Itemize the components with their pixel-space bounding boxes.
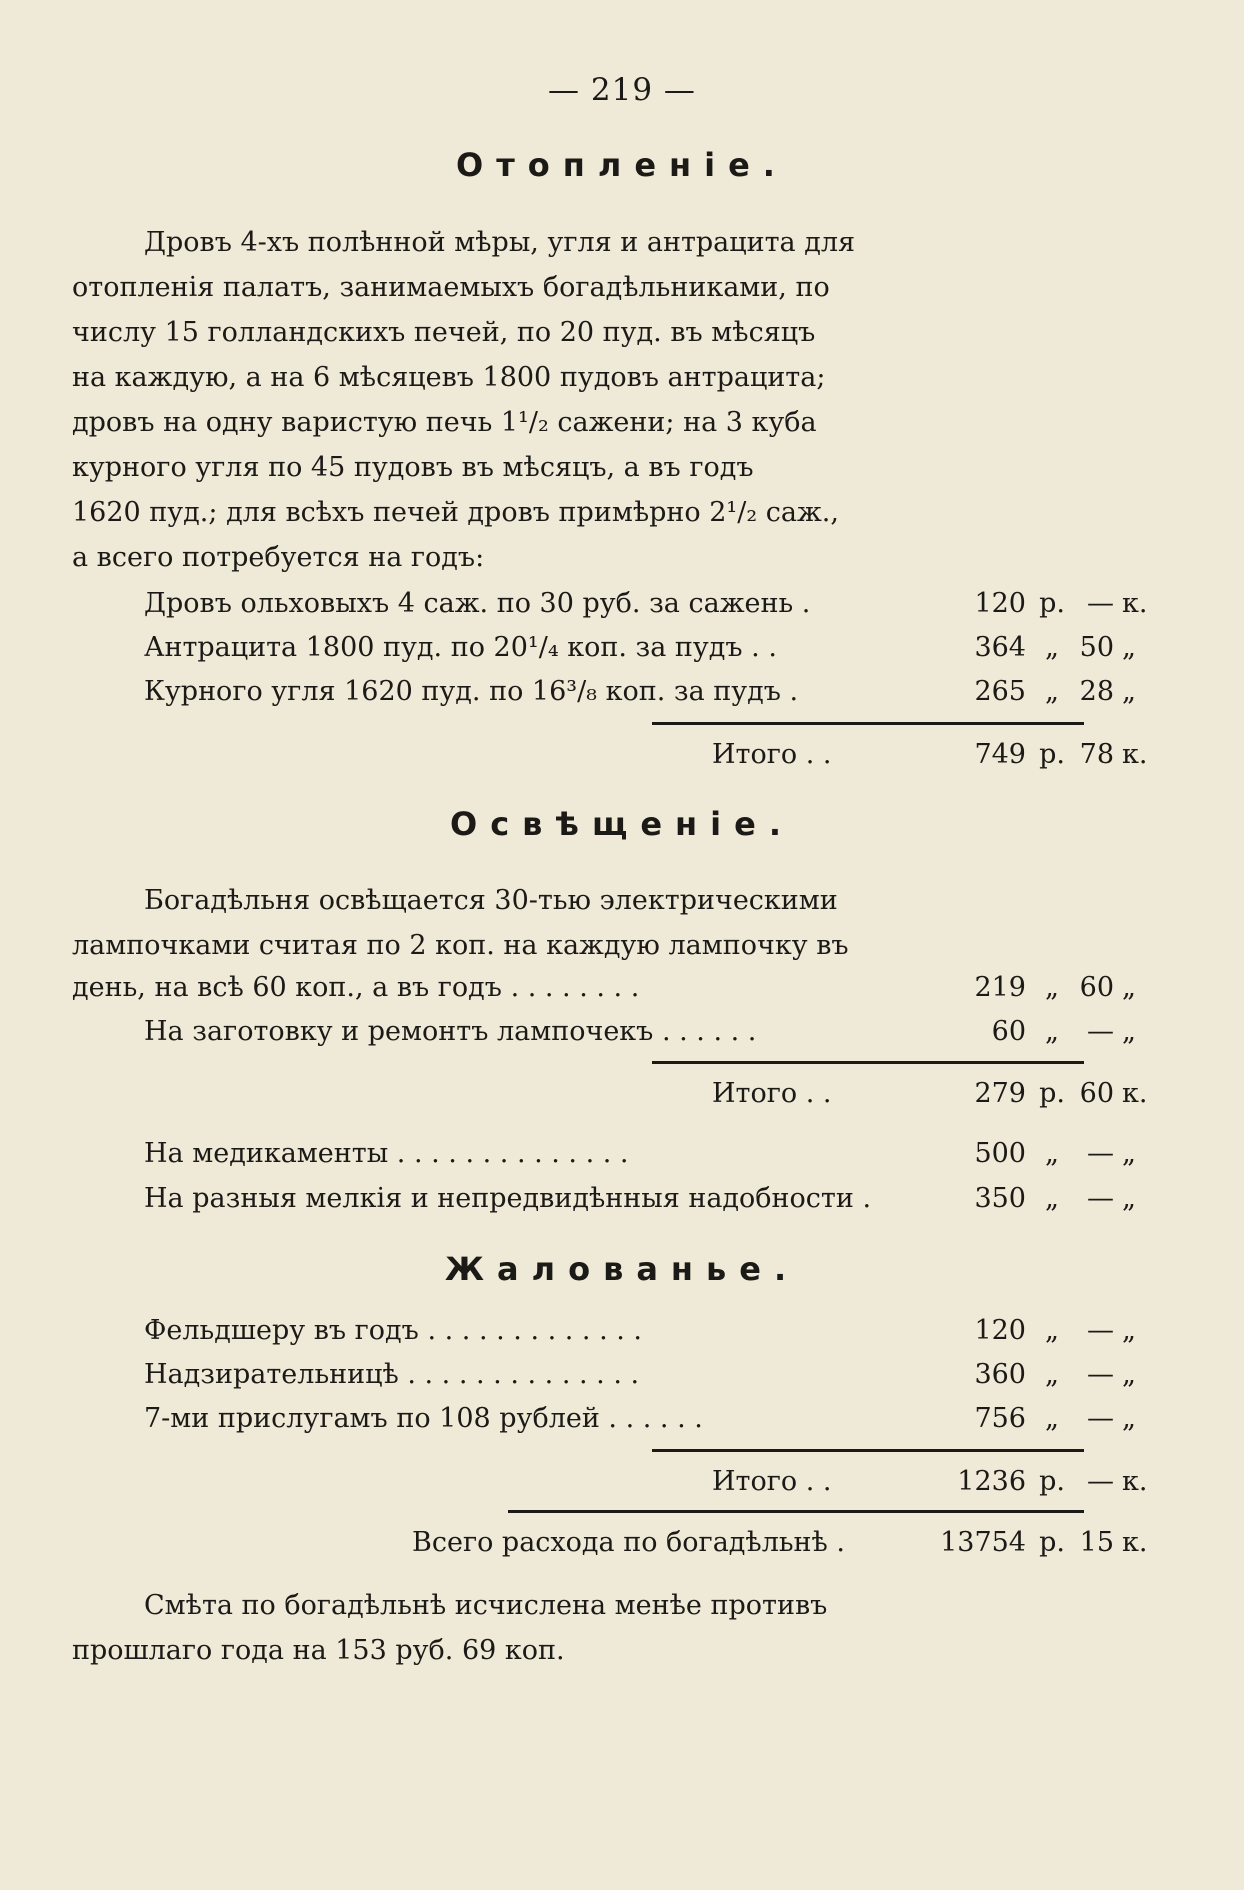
- total-label: Итого . .: [712, 1078, 832, 1109]
- grand-total-rubles: 13754: [940, 1527, 1026, 1558]
- heating-row-firewood: [72, 582, 1148, 626]
- row-description: Фельдшеру въ годъ . . . . . . . . . . . . .: [144, 1315, 643, 1346]
- total-rule: [652, 722, 1084, 725]
- row-kopeck-unit: „: [1122, 1138, 1136, 1169]
- lighting-total: [72, 1072, 1148, 1116]
- paragraph-line: числу 15 голландскихъ печей, по 20 пуд. въ мѣсяцъ: [72, 317, 816, 348]
- total-kopeck-unit: к.: [1122, 739, 1148, 770]
- row-ruble-unit: р.: [1039, 588, 1065, 619]
- paragraph-line: отопленія палатъ, занимаемыхъ богадѣльниками, по: [72, 272, 830, 303]
- lighting-row-daily: [72, 966, 1136, 1010]
- heating-row-anthracite: [72, 626, 1136, 670]
- total-kopecks: 60: [1079, 1078, 1114, 1109]
- total-ruble-unit: р.: [1039, 1078, 1065, 1109]
- total-kopeck-unit: к.: [1122, 1078, 1148, 1109]
- heating-paragraph: [72, 220, 867, 580]
- row-rubles: 350: [974, 1183, 1026, 1214]
- row-kopecks: —: [1087, 1359, 1114, 1390]
- grand-total-label: Всего расхода по богадѣльнѣ .: [412, 1527, 846, 1558]
- paragraph-line: а всего потребуется на годъ:: [72, 542, 485, 573]
- row-rubles: 360: [974, 1359, 1026, 1390]
- row-kopeck-unit: „: [1122, 1016, 1136, 1047]
- total-kopeck-unit: к.: [1122, 1466, 1148, 1497]
- row-description: На заготовку и ремонтъ лампочекъ . . . . . .: [144, 1016, 757, 1047]
- salary-row-feldsher: [72, 1309, 1136, 1353]
- paragraph-line: на каждую, а на 6 мѣсяцевъ 1800 пудовъ антрацита;: [72, 362, 826, 393]
- total-rubles: 1236: [957, 1466, 1026, 1497]
- grand-total-ruble-unit: р.: [1039, 1527, 1065, 1558]
- total-ruble-unit: р.: [1039, 1466, 1065, 1497]
- row-kopecks: —: [1087, 1183, 1114, 1214]
- row-rubles: 219: [974, 972, 1026, 1003]
- row-kopecks: 28: [1079, 676, 1114, 707]
- row-rubles: 364: [974, 632, 1026, 663]
- lighting-row-repair: [72, 1010, 1136, 1054]
- row-description: Курного угля 1620 пуд. по 16³/₈ коп. за пудъ .: [144, 676, 799, 707]
- row-description: 7-ми прислугамъ по 108 рублей . . . . . .: [144, 1403, 703, 1434]
- row-ruble-unit: „: [1045, 972, 1059, 1003]
- lighting-heading: Освѣщеніе.: [450, 805, 794, 843]
- closing-paragraph: [72, 1583, 867, 1673]
- paragraph-line: Смѣта по богадѣльнѣ исчислена менѣе противъ: [144, 1590, 828, 1621]
- row-rubles: 120: [974, 588, 1026, 619]
- row-description: На медикаменты . . . . . . . . . . . . . .: [144, 1138, 629, 1169]
- row-kopecks: —: [1087, 1138, 1114, 1169]
- grand-total-kopecks: 15: [1079, 1527, 1114, 1558]
- paragraph-line: дровъ на одну варистую печь 1¹/₂ сажени; на 3 куба: [72, 407, 817, 438]
- row-kopeck-unit: „: [1122, 632, 1136, 663]
- heating-row-coal: [72, 670, 1136, 714]
- row-kopecks: —: [1087, 588, 1114, 619]
- row-medicine: [72, 1132, 1136, 1176]
- row-kopecks: —: [1087, 1403, 1114, 1434]
- row-ruble-unit: „: [1045, 632, 1059, 663]
- salary-row-supervisor: [72, 1353, 1136, 1397]
- row-ruble-unit: „: [1045, 1138, 1059, 1169]
- total-kopecks: 78: [1079, 739, 1114, 770]
- row-rubles: 60: [991, 1016, 1026, 1047]
- row-rubles: 500: [974, 1138, 1026, 1169]
- total-rubles: 279: [974, 1078, 1026, 1109]
- row-ruble-unit: „: [1045, 1359, 1059, 1390]
- row-kopeck-unit: „: [1122, 1359, 1136, 1390]
- row-description: Антрацита 1800 пуд. по 20¹/₄ коп. за пудъ . .: [144, 632, 777, 663]
- row-kopeck-unit: „: [1122, 972, 1136, 1003]
- grand-total-rule: [508, 1510, 1084, 1513]
- total-label: Итого . .: [712, 1466, 832, 1497]
- row-kopeck-unit: „: [1122, 1183, 1136, 1214]
- page-number: — 219 —: [548, 72, 696, 108]
- row-ruble-unit: „: [1045, 1403, 1059, 1434]
- row-rubles: 120: [974, 1315, 1026, 1346]
- total-ruble-unit: р.: [1039, 739, 1065, 770]
- row-ruble-unit: „: [1045, 1315, 1059, 1346]
- row-rubles: 756: [974, 1403, 1026, 1434]
- total-rubles: 749: [974, 739, 1026, 770]
- salary-row-servants: [72, 1397, 1136, 1441]
- paragraph-line: прошлаго года на 153 руб. 69 коп.: [72, 1635, 565, 1666]
- total-rule: [652, 1449, 1084, 1452]
- row-kopeck-unit: „: [1122, 1315, 1136, 1346]
- paragraph-line: лампочками считая по 2 коп. на каждую лампочку въ: [72, 930, 849, 961]
- grand-total-kopeck-unit: к.: [1122, 1527, 1148, 1558]
- heating-total: [72, 733, 1148, 777]
- row-kopeck-unit: „: [1122, 1403, 1136, 1434]
- total-rule: [652, 1061, 1084, 1064]
- row-kopecks: —: [1087, 1315, 1114, 1346]
- row-rubles: 265: [974, 676, 1026, 707]
- row-kopecks: —: [1087, 1016, 1114, 1047]
- row-description: день, на всѣ 60 коп., а въ годъ . . . . . . . .: [72, 972, 640, 1003]
- row-ruble-unit: „: [1045, 676, 1059, 707]
- salary-heading: Жалованье.: [444, 1250, 800, 1288]
- row-description: Надзирательницѣ . . . . . . . . . . . . . .: [144, 1359, 640, 1390]
- row-misc-needs: [72, 1177, 1136, 1221]
- heating-heading: Отопленіе.: [456, 146, 788, 184]
- paragraph-line: Дровъ 4-хъ полѣнной мѣры, угля и антрацита для: [144, 227, 856, 258]
- total-kopecks: —: [1087, 1466, 1114, 1497]
- total-label: Итого . .: [712, 739, 832, 770]
- row-description: На разныя мелкія и непредвидѣнныя надобности .: [144, 1183, 872, 1214]
- salary-total: [72, 1460, 1148, 1504]
- paragraph-line: Богадѣльня освѣщается 30-тью электрическими: [144, 885, 838, 916]
- row-kopecks: 50: [1079, 632, 1114, 663]
- row-description: Дровъ ольховыхъ 4 саж. по 30 руб. за сажень .: [144, 588, 811, 619]
- row-ruble-unit: „: [1045, 1183, 1059, 1214]
- row-ruble-unit: „: [1045, 1016, 1059, 1047]
- grand-total: [72, 1521, 1148, 1565]
- paragraph-line: курного угля по 45 пудовъ въ мѣсяцъ, а въ годъ: [72, 452, 754, 483]
- paragraph-line: 1620 пуд.; для всѣхъ печей дровъ примѣрно 2¹/₂ саж.,: [72, 497, 839, 528]
- row-kopecks: 60: [1079, 972, 1114, 1003]
- row-kopeck-unit: „: [1122, 676, 1136, 707]
- lighting-paragraph: [72, 878, 867, 968]
- row-kopeck-unit: к.: [1122, 588, 1148, 619]
